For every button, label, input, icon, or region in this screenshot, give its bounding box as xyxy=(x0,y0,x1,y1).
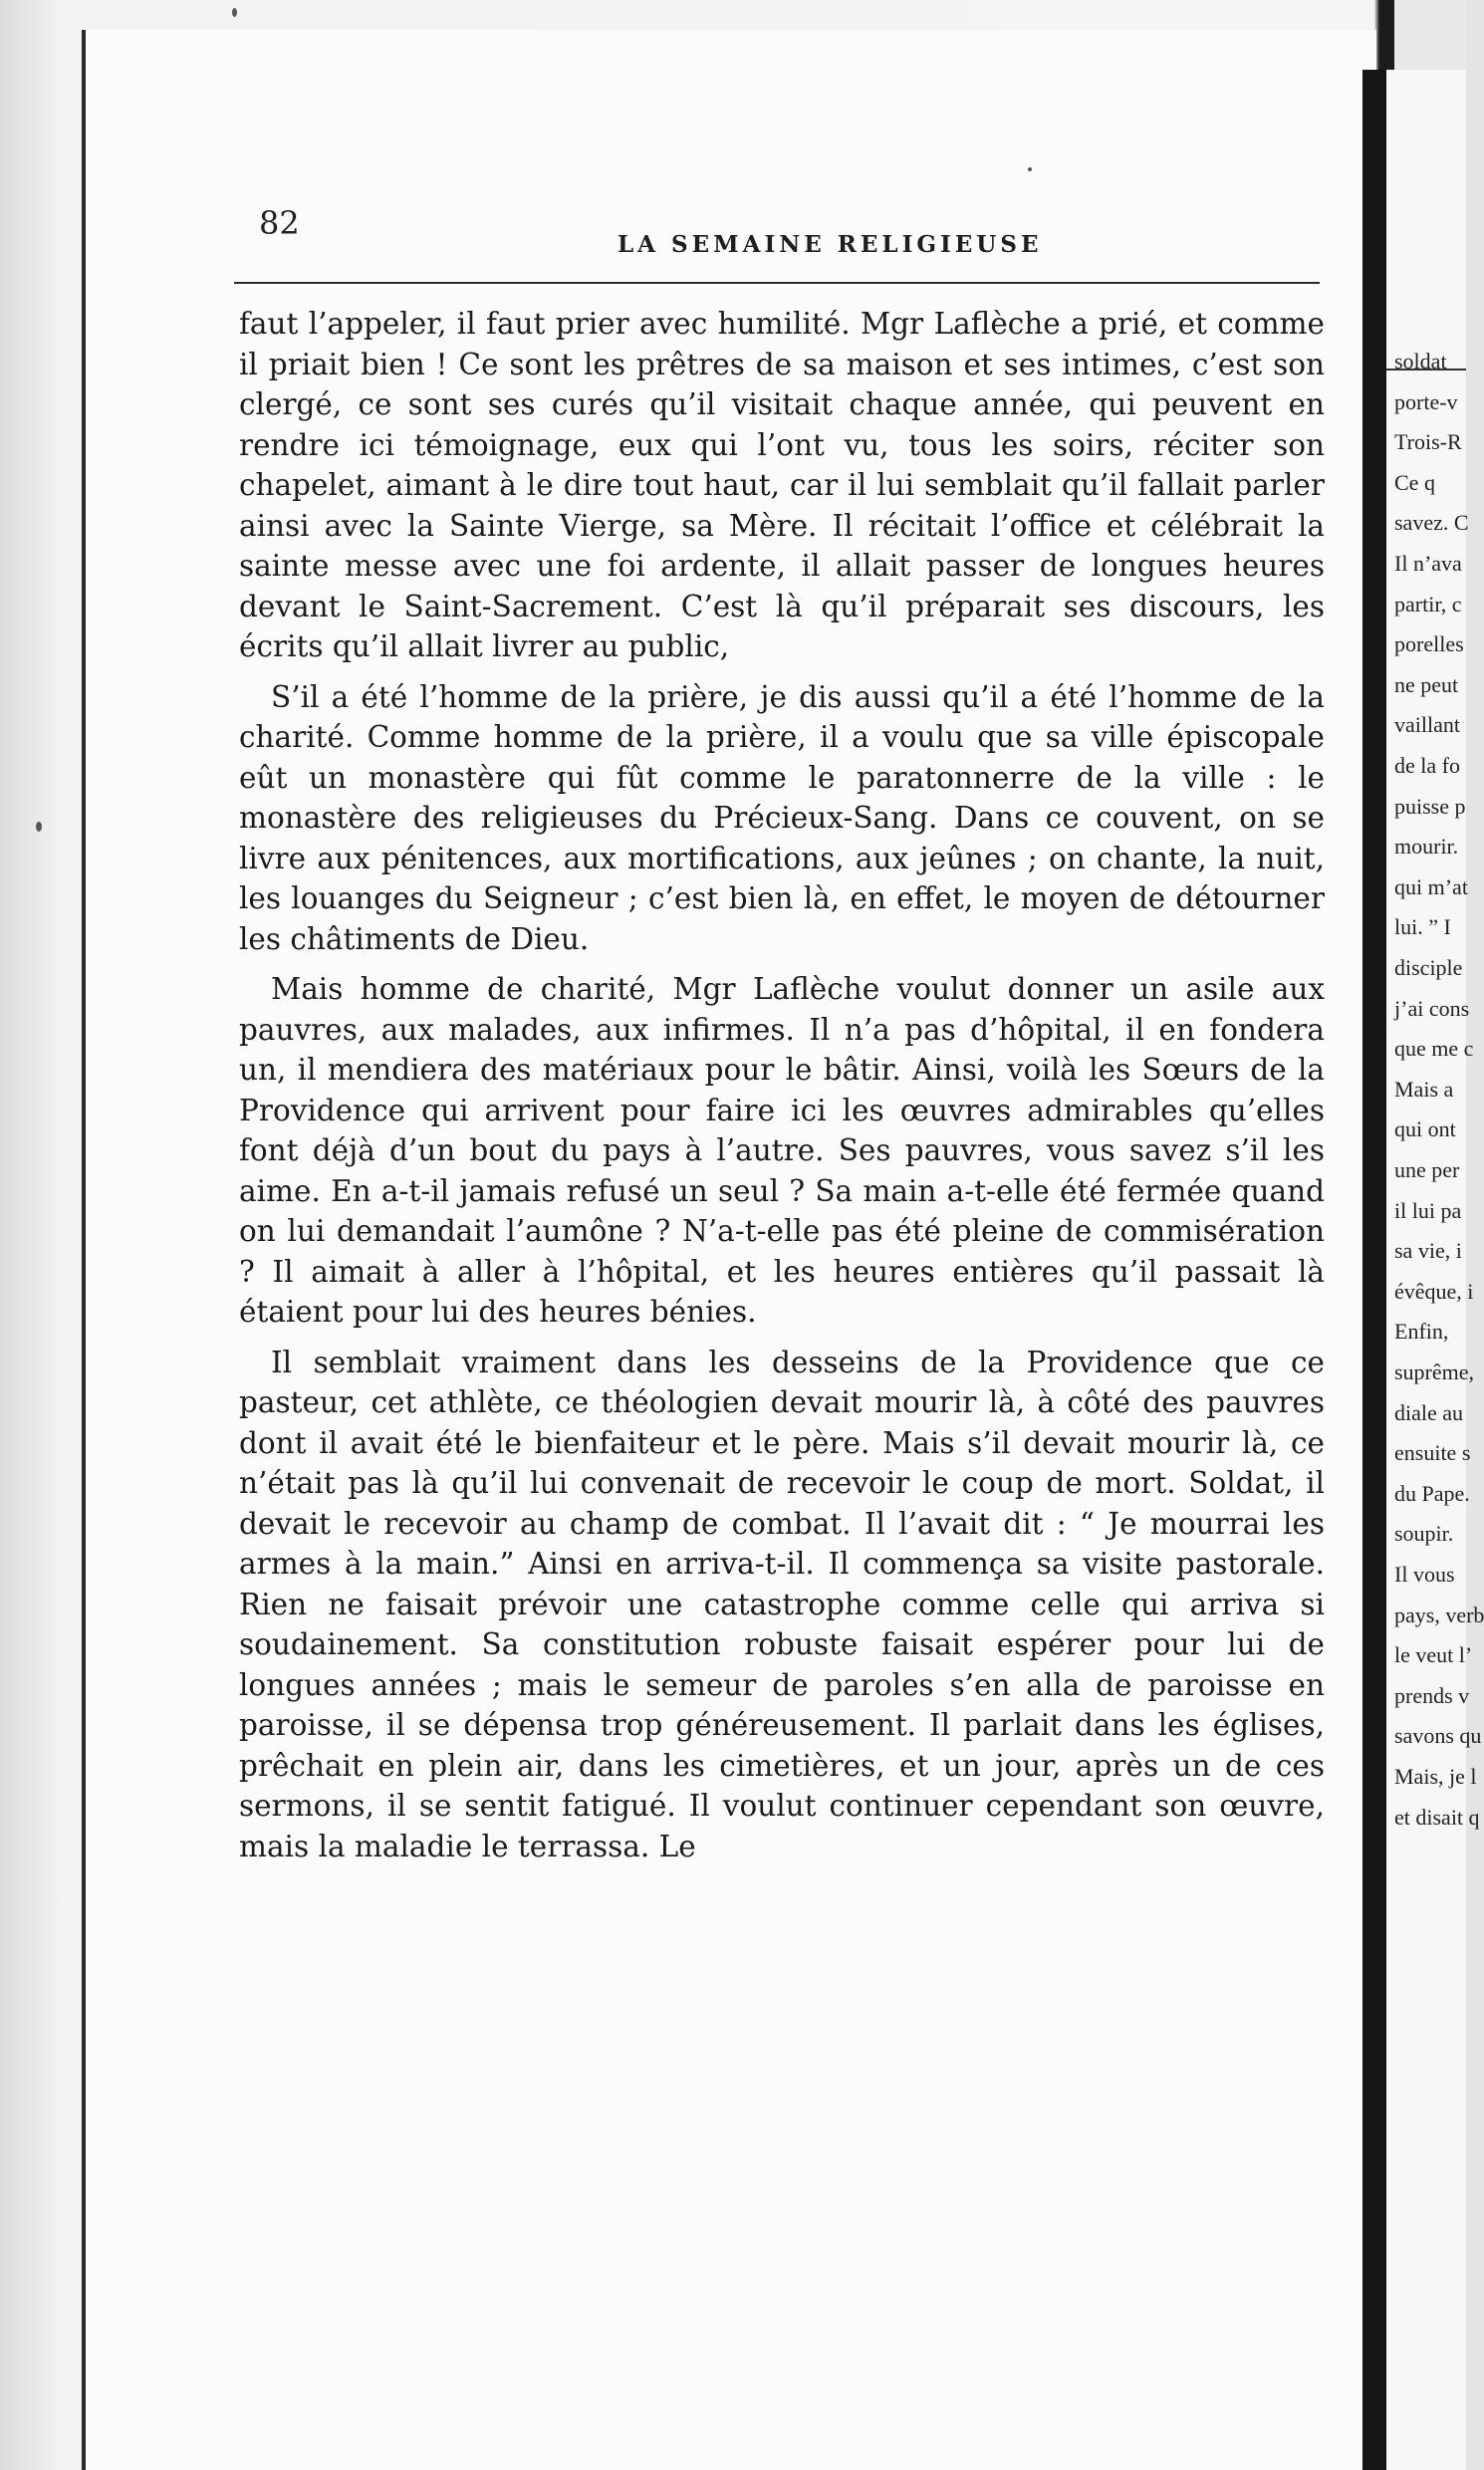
facing-page-line: suprême, xyxy=(1394,1359,1475,1384)
paragraph: Il semblait vraiment dans les desseins de la Providence que ce pasteur, cet athlète, ce théologien devait mourir là, à côté des pauvres dont il avait été le bienfaiteur et le père. Mais s’il devait mourir là, ce n’était pas là qu’il lui convenait de recevoir le coup de mort. Soldat, il devait le recevoir au champ de combat. Il l’avait dit : “ Je mourrai les armes à la main.” Ainsi en arriva-t-il. Il commença sa visite pastorale. Rien ne faisait prévoir une catastrophe comme celle qui arriva si soudainement. Sa constitution robuste faisait espérer pour lui de longues années ; mais le semeur de paroles s’en alla de paroisse en paroisse, il se dépensa trop généreusement. Il parlait dans les églises, prêchait en plein air, dans les cimetières, et un jour, après un de ces sermons, il se sentit fatigué. Il voulut continuer cependant son œuvre, mais la maladie le terrassa. Le xyxy=(239,1345,1325,1863)
facing-page-line: que me c xyxy=(1394,1036,1474,1062)
facing-page-line: disciple xyxy=(1394,955,1463,980)
running-title: LA SEMAINE RELIGIEUSE xyxy=(618,231,1043,258)
facing-page-line: qui ont xyxy=(1394,1116,1456,1142)
facing-page-line: vaillant xyxy=(1394,712,1460,738)
facing-page-line: porelles xyxy=(1394,631,1464,657)
paragraph: S’il a été l’homme de la prière, je dis aussi qu’il a été l’homme de la charité. Comme homme de la prière, il a voulu que sa ville épiscopale eût un monastère qui fût comme le paratonnerre de la ville : le monastère des religieuses du Précieux-Sang. Dans ce couvent, on se livre aux pénitences, aux mortifications, aux jeûnes ; on chante, la nuit, les louanges du Seigneur ; c’est bien là, en effet, le moyen de détourner les châtiments de Dieu. xyxy=(239,679,1325,956)
facing-page-line: du Pape. xyxy=(1394,1480,1470,1506)
facing-page-line: soldat xyxy=(1394,349,1447,373)
facing-page-line: j’ai cons xyxy=(1394,995,1470,1021)
facing-page-line: évêque, i xyxy=(1394,1278,1474,1304)
page-gutter xyxy=(1362,70,1386,2470)
facing-page-line: diale au xyxy=(1394,1399,1464,1425)
facing-page-line: savons qu xyxy=(1394,1723,1482,1749)
facing-page-line: pays, verb xyxy=(1394,1602,1484,1627)
facing-page-line: une per xyxy=(1394,1157,1460,1182)
facing-page-line: Il vous xyxy=(1394,1562,1455,1587)
header-rule xyxy=(234,282,1320,284)
facing-page-line: le veut l’ xyxy=(1394,1642,1473,1668)
facing-page-line: il lui pa xyxy=(1394,1197,1462,1223)
facing-page-line: qui m’at xyxy=(1394,873,1468,899)
facing-page xyxy=(1386,70,1484,2470)
page-number: 82 xyxy=(259,204,300,242)
paragraph: faut l’appeler, il faut prier avec humilité. Mgr Laflèche a prié, et comme il priait bien ! Ce sont les prêtres de sa maison et ses intimes, c’est son clergé, ce sont ses curés qu’il visitait chaque année, qui peuvent en rendre ici témoignage, eux qui l’ont vu, tous les soirs, réciter son chapelet, aimant à le dire tout haut, car il lui semblait qu’il fallait parler ainsi avec la Sainte Vierge, sa Mère. Il récitait l’office et célébrait la sainte messe avec une foi ardente, il allait passer de longues heures devant le Saint-Sacrement. C’est là qu’il préparait ses discours, les écrits qu’il allait livrer au public, xyxy=(239,307,1325,663)
paragraph: Mais homme de charité, Mgr Laflèche voulut donner un asile aux pauvres, aux malades, aux infirmes. Il n’a pas d’hôpital, il en fondera un, il mendiera des matériaux pour le bâtir. Ainsi, voilà les Sœurs de la Providence qui arrivent pour faire ici les œuvres admirables qu’elles font déjà d’un bout du pays à l’autre. Ses pauvres, vous savez s’il les aime. En a-t-il jamais refusé un seul ? Sa main a-t-elle été fermée quand on lui demandait l’aumône ? N’a-t-elle pas été pleine de commisération ? Il aimait à aller à l’hôpital, et les heures entières qu’il passait là étaient pour lui des heures bénies. xyxy=(239,972,1325,1329)
facing-page-line: lui. ” I xyxy=(1394,914,1451,940)
facing-page-line: Ce q xyxy=(1394,469,1435,495)
facing-page-line: porte-v xyxy=(1394,388,1458,414)
facing-page-line: savez. C xyxy=(1394,510,1469,536)
facing-page-line: sa vie, i xyxy=(1394,1238,1462,1264)
scan-speck xyxy=(36,822,42,832)
facing-page-line: Il n’ava xyxy=(1394,551,1462,576)
facing-page-line: mourir. xyxy=(1394,834,1459,860)
facing-page-line: Enfin, xyxy=(1394,1319,1449,1345)
facing-page-line: et disait q xyxy=(1394,1804,1480,1830)
scan-speck xyxy=(232,8,237,17)
facing-page-line: Trois-R xyxy=(1394,429,1462,455)
facing-page-line: Mais, je l xyxy=(1394,1764,1477,1789)
body-text xyxy=(239,304,1325,1876)
facing-page-line: soupir. xyxy=(1394,1521,1454,1547)
facing-page-line: ne peut xyxy=(1394,671,1459,697)
facing-page-line: de la fo xyxy=(1394,753,1460,778)
facing-page-line: ensuite s xyxy=(1394,1440,1471,1466)
facing-page-line: partir, c xyxy=(1394,591,1462,617)
facing-page-line: prends v xyxy=(1394,1682,1470,1708)
scan-speck xyxy=(1028,167,1032,171)
facing-page-line: puisse p xyxy=(1394,793,1466,819)
facing-page-line: Mais a xyxy=(1394,1076,1454,1102)
